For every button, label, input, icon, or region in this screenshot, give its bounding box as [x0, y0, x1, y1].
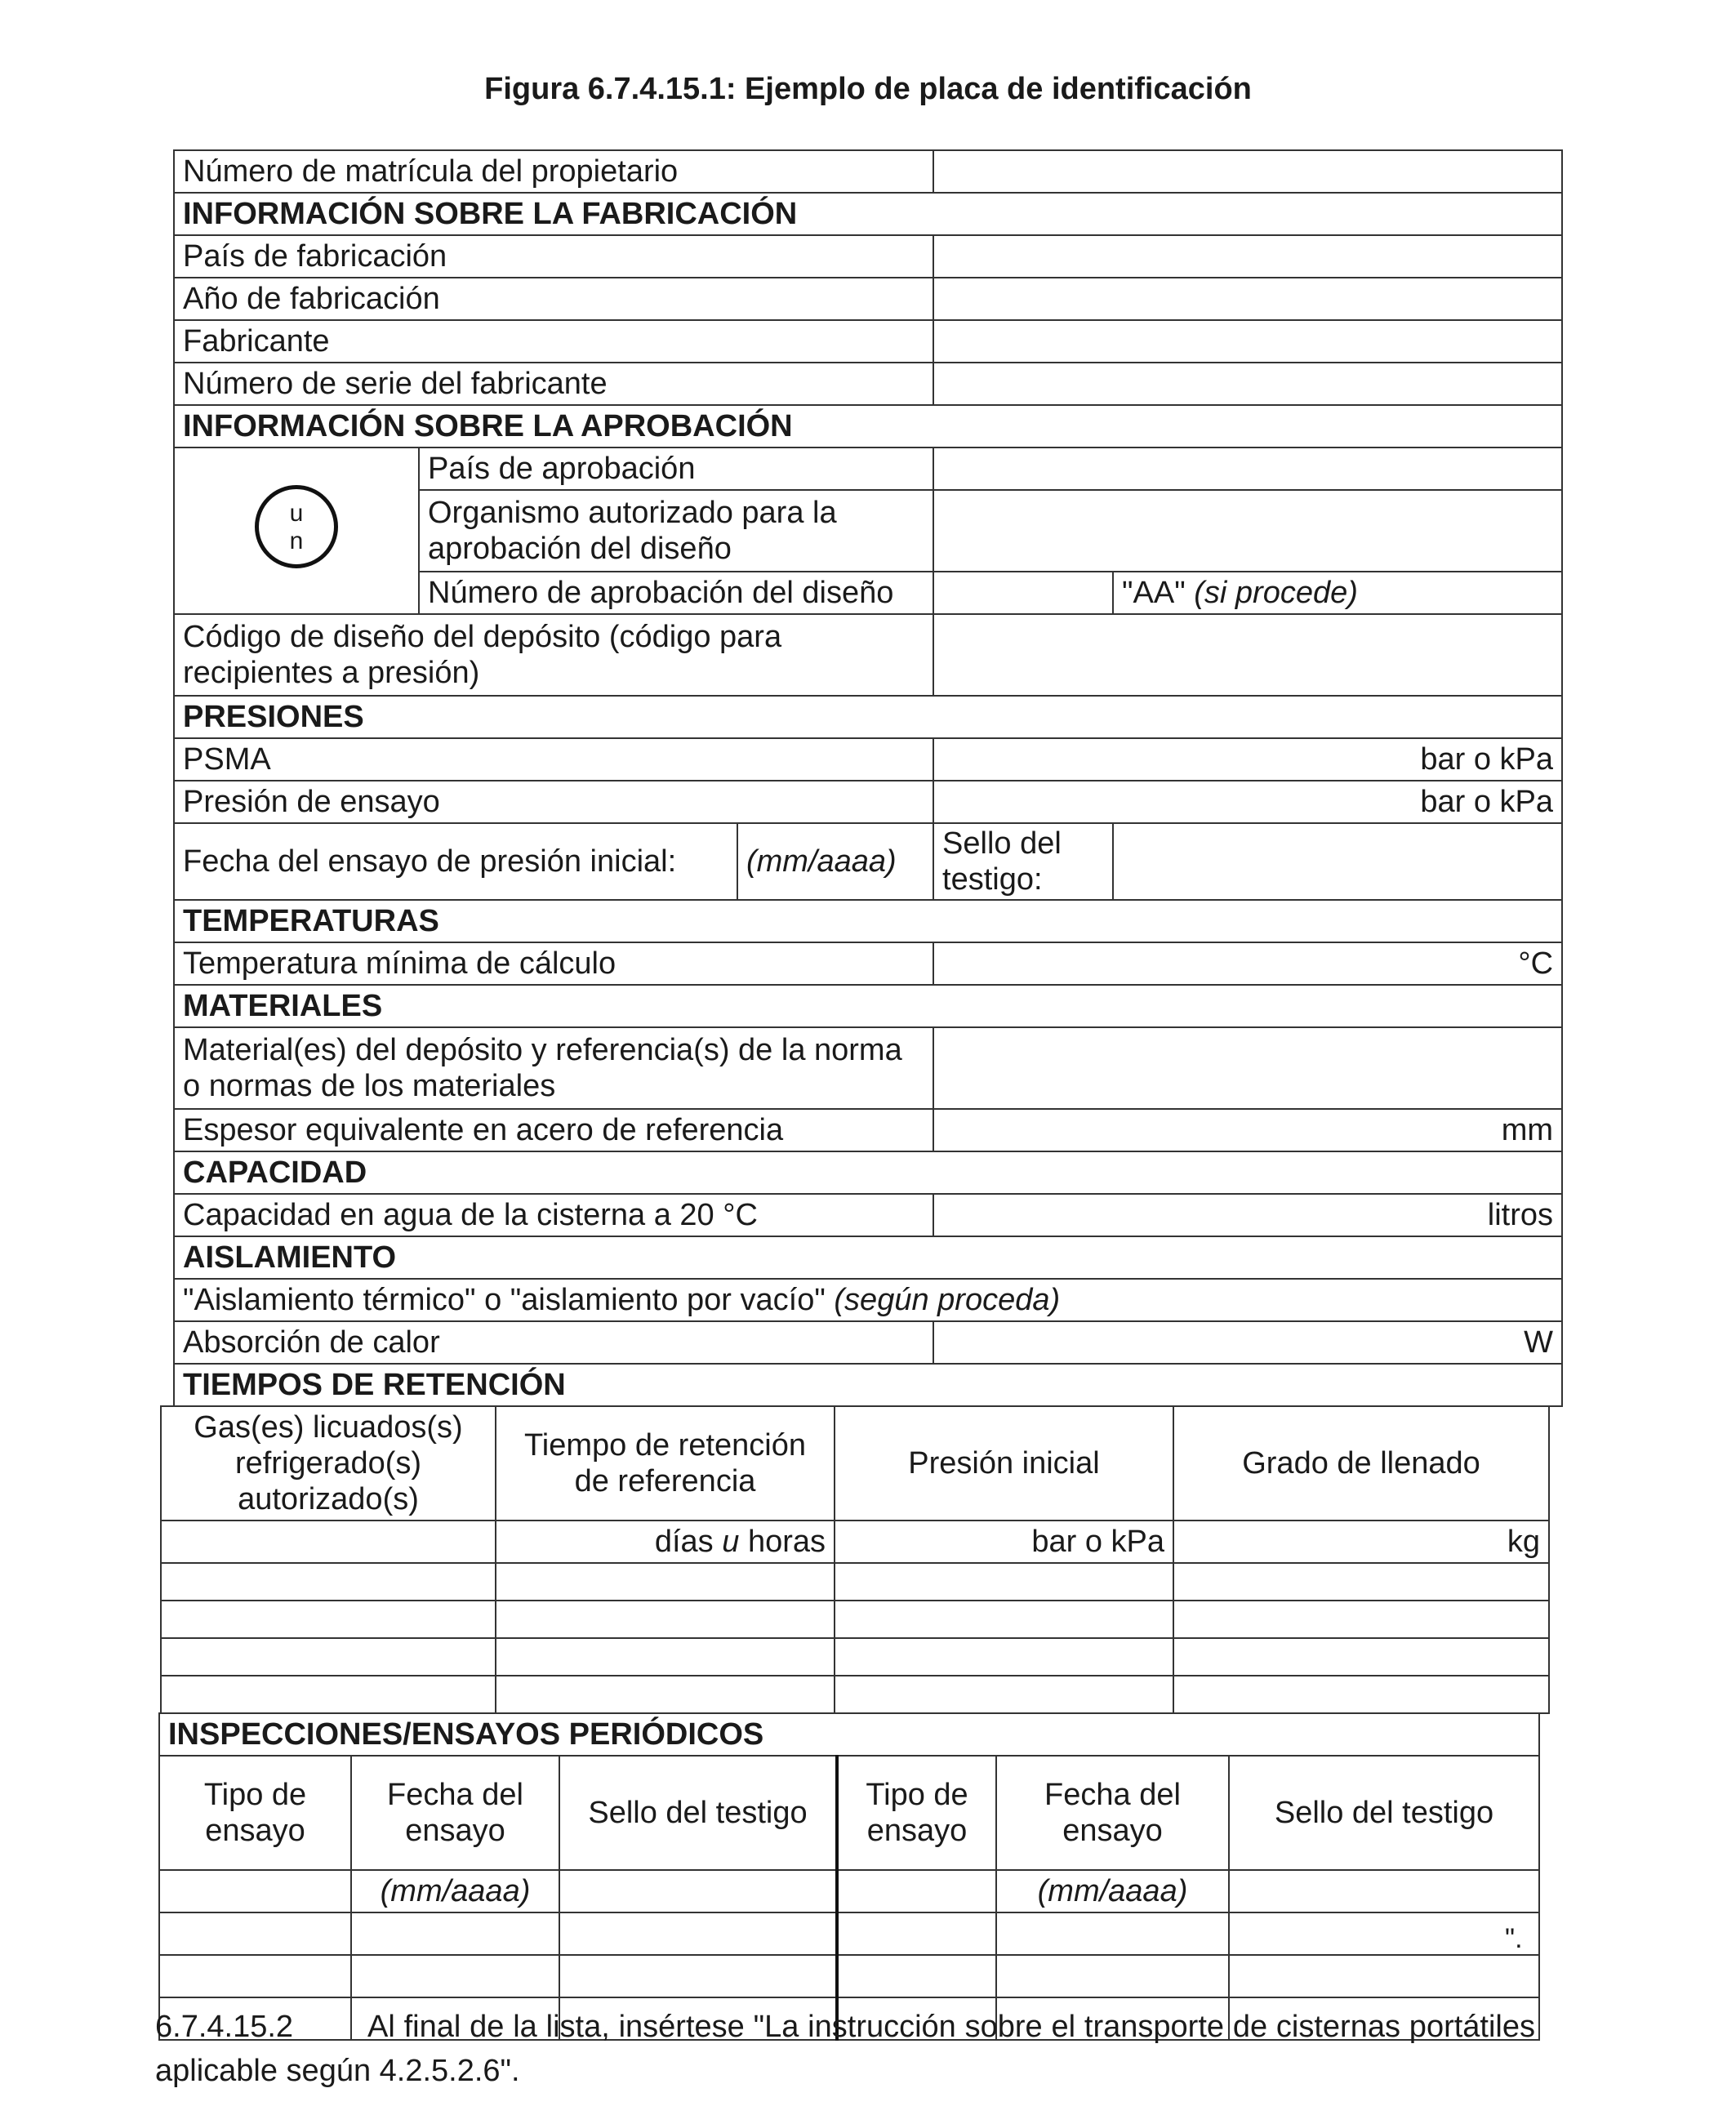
min-temp-label: Temperatura mínima de cálculo: [174, 942, 933, 985]
first-test-date-format: (mm/aaaa): [737, 823, 933, 900]
thickness-unit: mm: [933, 1109, 1562, 1151]
holding-heading: TIEMPOS DE RETENCIÓN: [174, 1364, 1562, 1406]
holding-times-table: [160, 1405, 1550, 1714]
approval-body-value: [933, 490, 1562, 572]
water-capacity-label: Capacidad en agua de la cisterna a 20 °C: [174, 1194, 933, 1236]
insulation-heading: AISLAMIENTO: [174, 1236, 1562, 1279]
holding-col1-header: Gas(es) licuados(s) refrigerado(s) autorizado(s): [161, 1406, 496, 1521]
fab-serial-value: [933, 363, 1562, 405]
fab-year-value: [933, 278, 1562, 320]
unit-hours: horas: [747, 1525, 826, 1559]
un-logo-icon: [255, 485, 338, 568]
capacity-heading: CAPACIDAD: [174, 1151, 1562, 1194]
holding-unit-fill: kg: [1173, 1521, 1549, 1563]
un-symbol-cell: [174, 447, 419, 614]
thickness-label: Espesor equivalente en acero de referencia: [174, 1109, 933, 1151]
approval-heading: INFORMACIÓN SOBRE LA APROBACIÓN: [174, 405, 1562, 447]
un-logo-n: n: [289, 528, 304, 554]
fab-country-value: [933, 235, 1562, 278]
table-row: [161, 1563, 1549, 1601]
first-test-witness-value: [1113, 823, 1562, 900]
insp-format-empty-3: [837, 1870, 996, 1912]
figure-title: Figura 6.7.4.15.1: Ejemplo de placa de identificación: [484, 72, 1252, 106]
material-value: [933, 1027, 1562, 1109]
fab-country-label: País de fabricación: [174, 235, 933, 278]
holding-unit-empty: [161, 1521, 496, 1563]
insp-date-format-1: (mm/aaaa): [351, 1870, 559, 1912]
insp-type-header-1: Tipo de ensayo: [159, 1756, 351, 1870]
temperatures-heading: TEMPERATURAS: [174, 900, 1562, 942]
test-pressure-unit: bar o kPa: [933, 781, 1562, 823]
insp-date-format-2: (mm/aaaa): [996, 1870, 1229, 1912]
table-row: [161, 1638, 1549, 1676]
insp-witness-header-2: Sello del testigo: [1229, 1756, 1539, 1870]
un-logo-u: u: [289, 500, 304, 527]
holding-unit-time: [496, 1521, 835, 1563]
material-label: Material(es) del depósito y referencia(s) de la norma o normas de los materiales: [174, 1027, 933, 1109]
owner-row: [174, 150, 1562, 193]
amendment-paragraph: [155, 2005, 1535, 2093]
paragraph-text: Al final de la lista, insértese "La instrucción sobre el transporte de cisternas portátiles aplicable según 4.2.5.2.6".: [155, 2010, 1535, 2088]
insp-date-header-2: Fecha del ensayo: [996, 1756, 1229, 1870]
insp-format-empty-1: [159, 1870, 351, 1912]
aa-text: "AA": [1122, 576, 1186, 610]
design-code-value: [933, 614, 1562, 696]
approval-aa: [1113, 572, 1562, 614]
pressures-heading: PRESIONES: [174, 696, 1562, 738]
fab-maker-value: [933, 320, 1562, 363]
min-temp-unit: °C: [933, 942, 1562, 985]
insp-type-header-2: Tipo de ensayo: [837, 1756, 996, 1870]
end-quote-mark: ".: [1505, 1923, 1523, 1954]
approval-country-value: [933, 447, 1562, 490]
fab-maker-label: Fabricante: [174, 320, 933, 363]
insp-format-empty-2: [559, 1870, 837, 1912]
approval-number-label: Número de aprobación del diseño: [419, 572, 933, 614]
insp-date-header-1: Fecha del ensayo: [351, 1756, 559, 1870]
inspections-heading: INSPECCIONES/ENSAYOS PERIÓDICOS: [159, 1713, 1539, 1756]
first-test-label: Fecha del ensayo de presión inicial:: [174, 823, 737, 900]
table-row: [159, 1955, 1539, 1997]
insulation-type-note: (según proceda): [834, 1283, 1061, 1317]
holding-col2-header: Tiempo de retención de referencia: [496, 1406, 835, 1521]
heat-absorption-unit: W: [933, 1321, 1562, 1364]
paragraph-number: 6.7.4.15.2: [155, 2010, 294, 2044]
unit-or: u: [722, 1525, 740, 1559]
approval-number-value: [933, 572, 1113, 614]
psma-label: PSMA: [174, 738, 933, 781]
insulation-type-text: "Aislamiento térmico" o "aislamiento por vacío": [183, 1283, 826, 1317]
owner-value: [933, 150, 1562, 193]
unit-days: días: [654, 1525, 714, 1559]
holding-col4-header: Grado de llenado: [1173, 1406, 1549, 1521]
approval-country-label: País de aprobación: [419, 447, 933, 490]
inspections-table: [158, 1712, 1540, 2041]
fab-serial-label: Número de serie del fabricante: [174, 363, 933, 405]
table-row: [161, 1601, 1549, 1638]
identification-plate-table: [173, 149, 1563, 1407]
first-test-witness-label: Sello del testigo:: [933, 823, 1113, 900]
insp-witness-header-1: Sello del testigo: [559, 1756, 837, 1870]
test-pressure-label: Presión de ensayo: [174, 781, 933, 823]
insp-format-empty-4: [1229, 1870, 1539, 1912]
holding-unit-pressure: bar o kPa: [835, 1521, 1173, 1563]
approval-body-label: Organismo autorizado para la aprobación del diseño: [419, 490, 933, 572]
owner-label: Número de matrícula del propietario: [174, 150, 933, 193]
design-code-label: Código de diseño del depósito (código para recipientes a presión): [174, 614, 933, 696]
heat-absorption-label: Absorción de calor: [174, 1321, 933, 1364]
table-row: [161, 1676, 1549, 1713]
fab-heading: INFORMACIÓN SOBRE LA FABRICACIÓN: [174, 193, 1562, 235]
insulation-type: [174, 1279, 1562, 1321]
materials-heading: MATERIALES: [174, 985, 1562, 1027]
aa-note: (si procede): [1194, 576, 1358, 610]
psma-unit: bar o kPa: [933, 738, 1562, 781]
water-capacity-unit: litros: [933, 1194, 1562, 1236]
holding-col3-header: Presión inicial: [835, 1406, 1173, 1521]
table-row: [159, 1912, 1539, 1955]
fab-year-label: Año de fabricación: [174, 278, 933, 320]
